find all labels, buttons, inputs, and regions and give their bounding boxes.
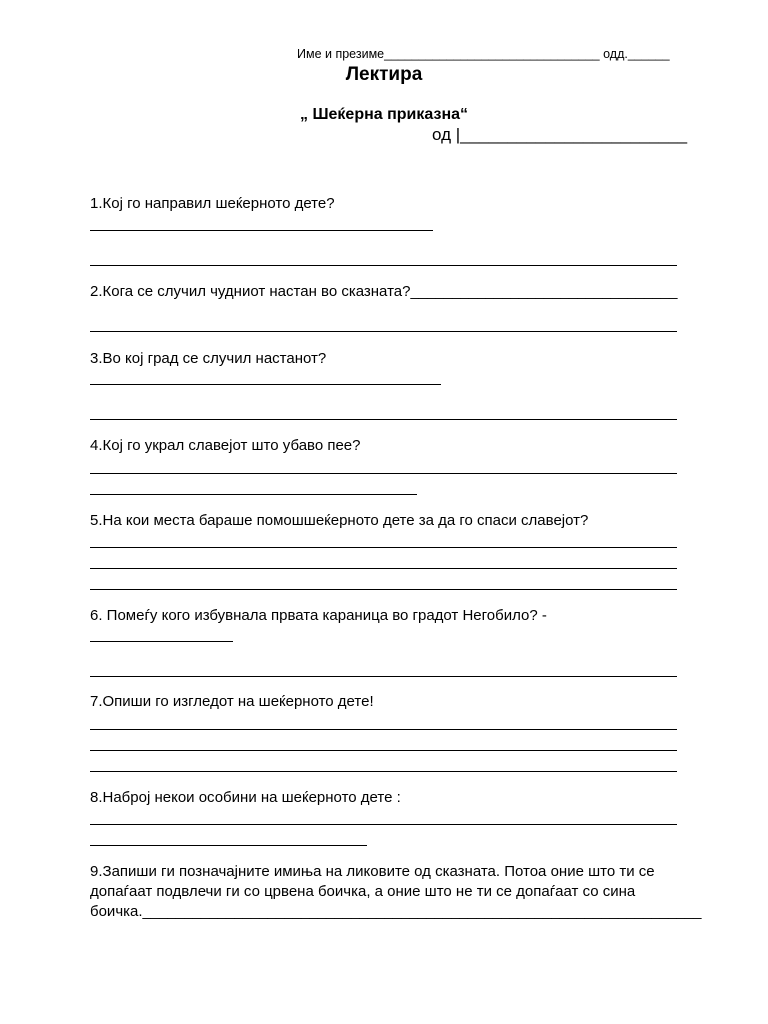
author-line: од |________________________ <box>432 125 688 144</box>
answer-line[interactable] <box>90 230 433 231</box>
question-4: 4.Кој го украл славејот што убаво пее? <box>90 437 361 454</box>
answer-line[interactable] <box>90 265 677 266</box>
answer-line[interactable] <box>90 331 677 332</box>
answer-line[interactable] <box>90 845 367 846</box>
question-9: 9.Запиши ги позначајните имиња на ликовите од сказната. Потоа оние што ти се допаѓаат подвлечи ги со црвена боичка, а оние што не ти се допаѓаат со сина боичка.___________________________________________________________________ <box>90 863 702 920</box>
page-title: Лектира <box>345 64 423 85</box>
question-5: 5.На кои места бараше помошшеќерното дете за да го спаси славејот? <box>90 512 589 529</box>
answer-line[interactable] <box>90 494 417 495</box>
answer-line[interactable] <box>90 473 677 474</box>
answer-line[interactable] <box>90 419 677 420</box>
book-title: „ Шеќерна приказна“ <box>300 106 468 123</box>
answer-line[interactable] <box>90 547 677 548</box>
question-7: 7.Опиши го изгледот на шеќерното дете! <box>90 693 374 710</box>
question-8: 8.Наброј некои особини на шеќерното дете : <box>90 789 401 806</box>
question-2: 2.Кога се случил чудниот настан во сказната?________________________________ <box>90 283 678 300</box>
answer-line[interactable] <box>90 771 677 772</box>
answer-line[interactable] <box>90 384 441 385</box>
answer-line[interactable] <box>90 729 677 730</box>
answer-line[interactable] <box>90 568 677 569</box>
question-3: 3.Во кој град се случил настанот? <box>90 350 327 367</box>
answer-line[interactable] <box>90 589 677 590</box>
answer-line[interactable] <box>90 676 677 677</box>
answer-line[interactable] <box>90 641 233 642</box>
question-6: 6. Помеѓу кого избувнала првата караница во градот Негобило? - <box>90 607 547 624</box>
answer-line[interactable] <box>90 824 677 825</box>
name-class-line: Име и презиме_______________________________ одд.______ <box>297 47 670 61</box>
question-1: 1.Кој го направил шеќерното дете? <box>90 195 335 212</box>
answer-line[interactable] <box>90 750 677 751</box>
